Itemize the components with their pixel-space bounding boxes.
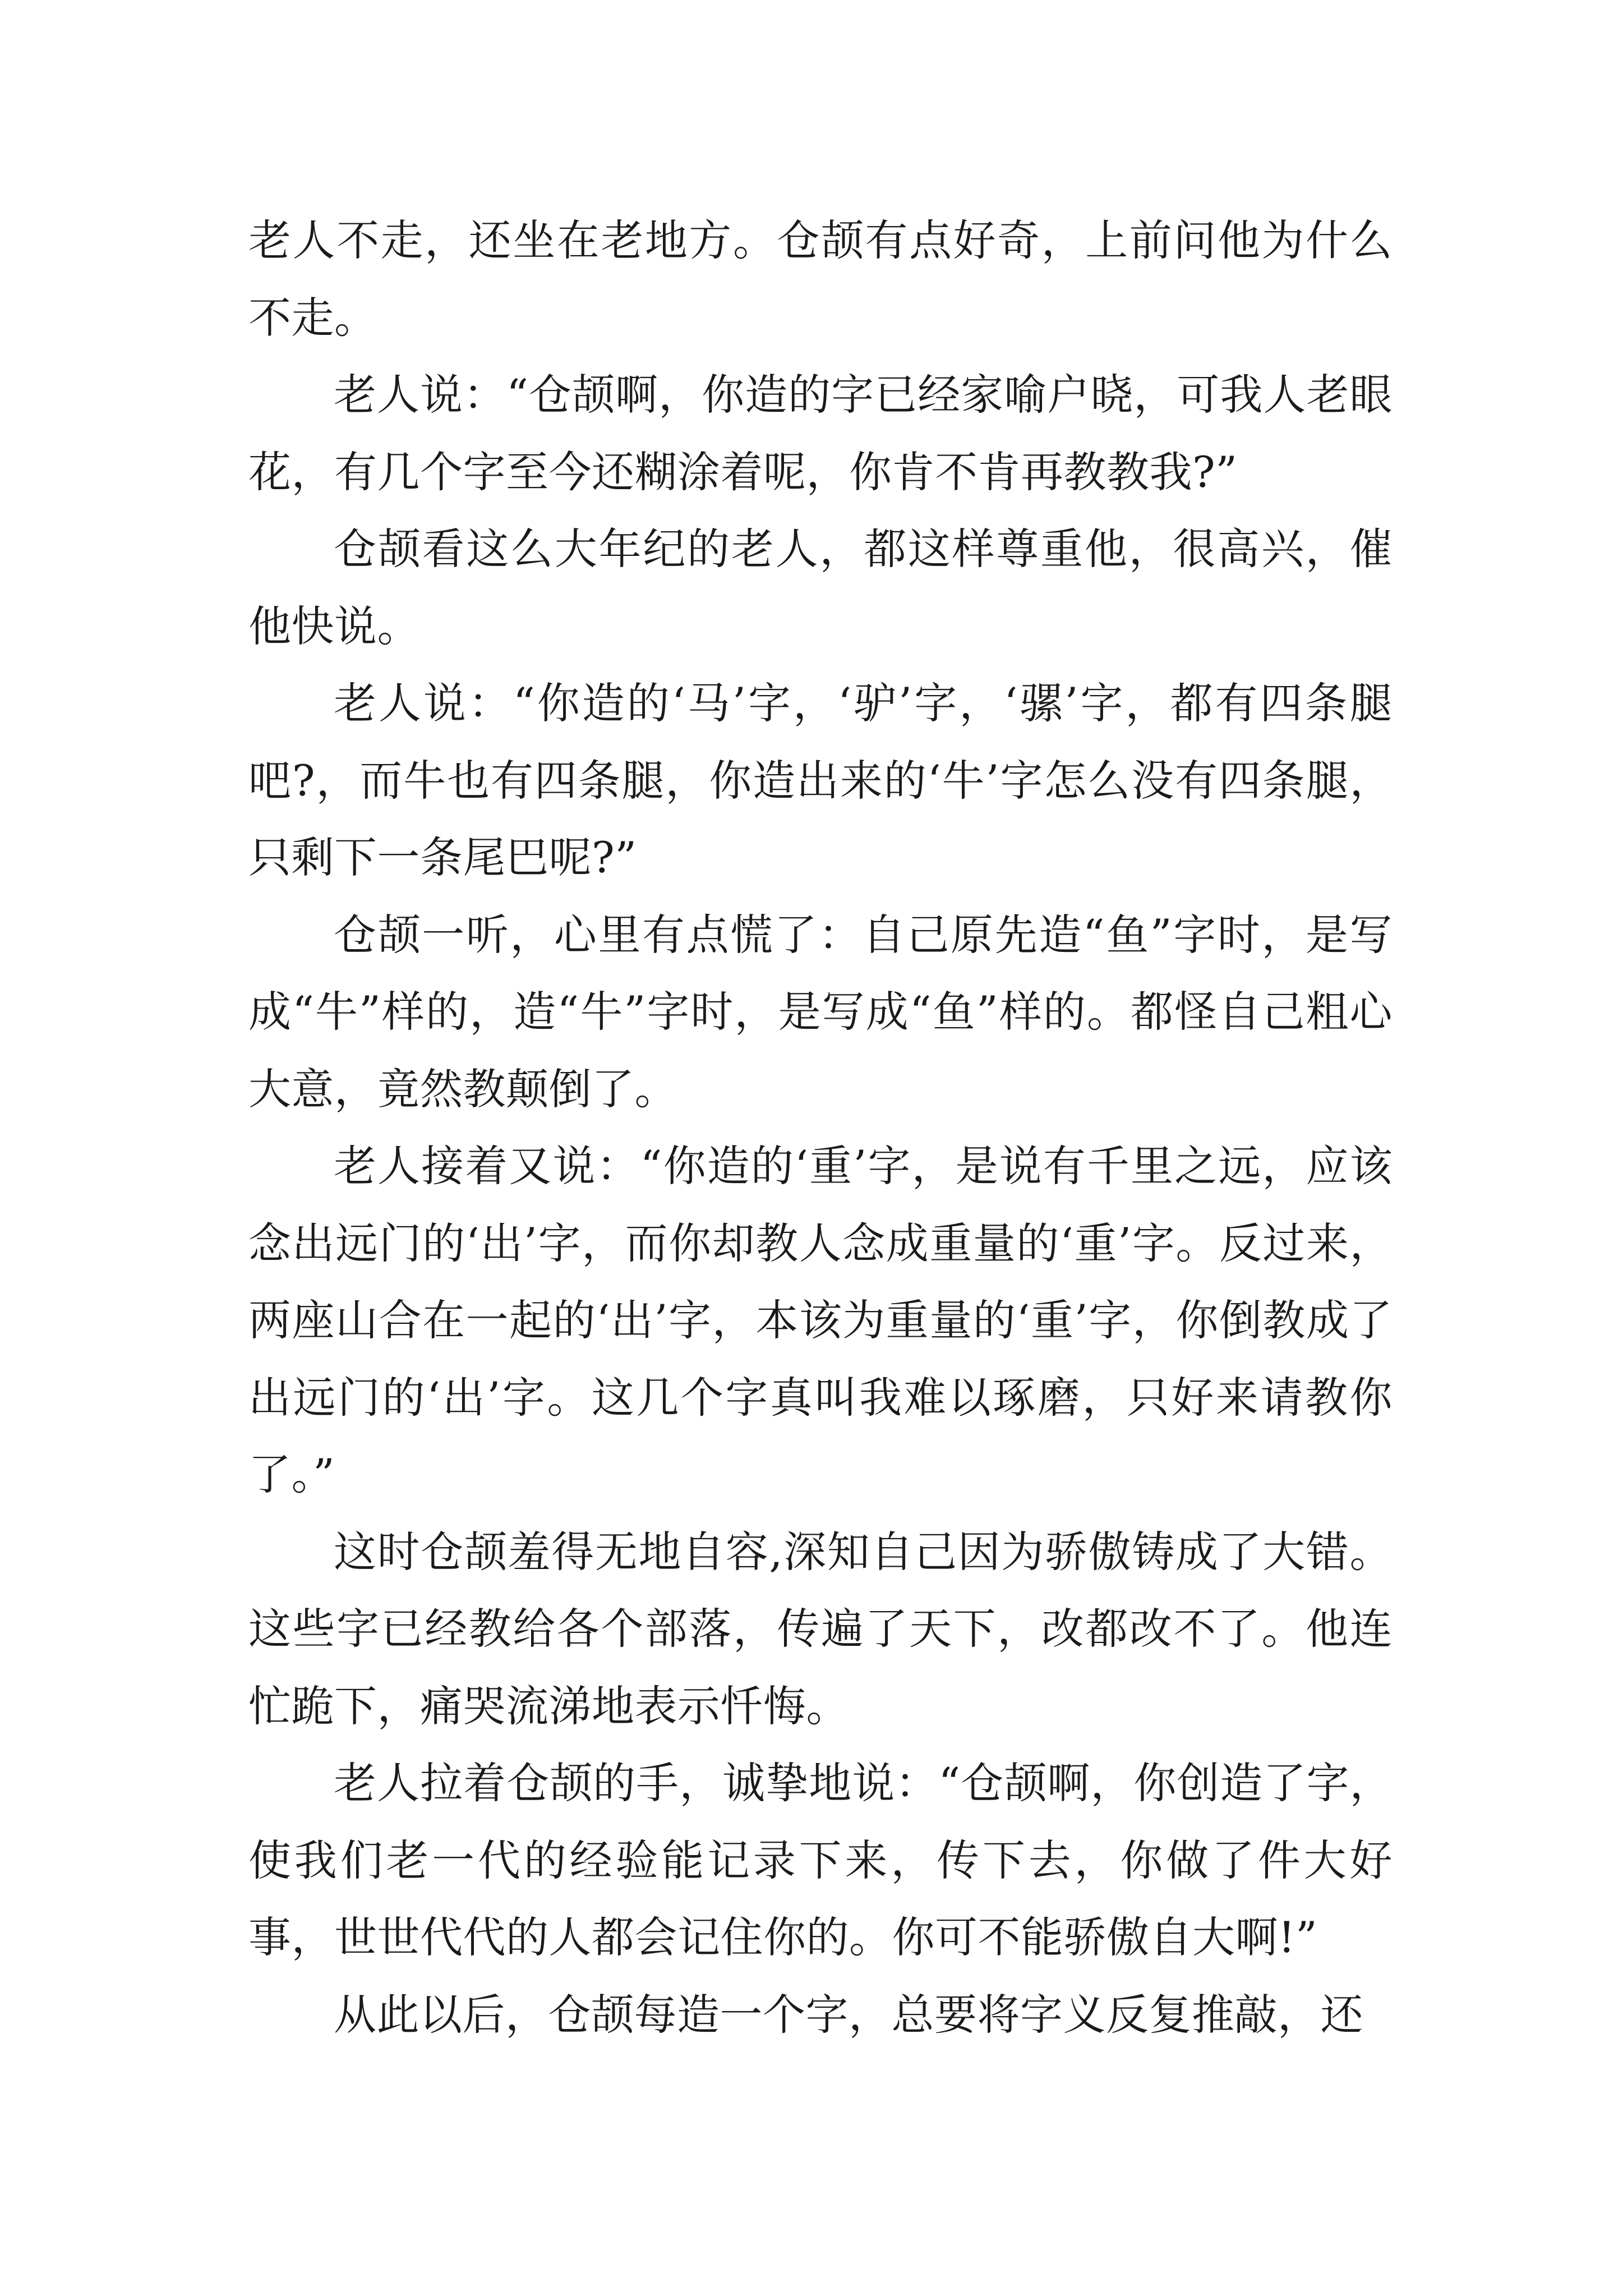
paragraph: 老人说：“仓颉啊，你造的字已经家喻户晓，可我人老眼花，有几个字至今还糊涂着呢，你肯不肯再教教我?” — [248, 370, 1393, 497]
paragraph: 老人不走，还坐在老地方。仓颉有点好奇，上前问他为什么不走。 — [248, 215, 1393, 343]
paragraph: 这时仓颉羞得无地自容,深知自己因为骄傲铸成了大错。这些字已经教给各个部落，传遍了天下，改都改不了。他连忙跪下，痛哭流涕地表示忏悔。 — [248, 1526, 1393, 1731]
paragraph: 老人接着又说：“你造的‘重’字，是说有千里之远，应该念出远门的‘出’字，而你却教人念成重量的‘重’字。反过来，两座山合在一起的‘出’字，本该为重量的‘重’字，你倒教成了出远门的‘出’字。这几个字真叫我难以琢磨，只好来请教你了。” — [248, 1141, 1393, 1499]
paragraph: 老人说：“你造的‘马’字，‘驴’字，‘骡’字，都有四条腿吧?，而牛也有四条腿，你造出来的‘牛’字怎么没有四条腿，只剩下一条尾巴呢?” — [248, 678, 1393, 882]
paragraph: 老人拉着仓颉的手，诚挚地说：“仓颉啊，你创造了字，使我们老一代的经验能记录下来，传下去，你做了件大好事，世世代代的人都会记住你的。你可不能骄傲自大啊!” — [248, 1758, 1393, 1962]
paragraph: 仓颉看这么大年纪的老人，都这样尊重他，很高兴，催他快说。 — [248, 524, 1393, 651]
body-text — [248, 202, 1393, 2053]
paragraph: 从此以后，仓颉每造一个字，总要将字义反复推敲，还 — [334, 1989, 1363, 2040]
paragraph: 仓颉一听，心里有点慌了：自己原先造“鱼”字时，是写成“牛”样的，造“牛”字时，是写成“鱼”样的。都怪自己粗心大意，竟然教颠倒了。 — [248, 909, 1393, 1114]
